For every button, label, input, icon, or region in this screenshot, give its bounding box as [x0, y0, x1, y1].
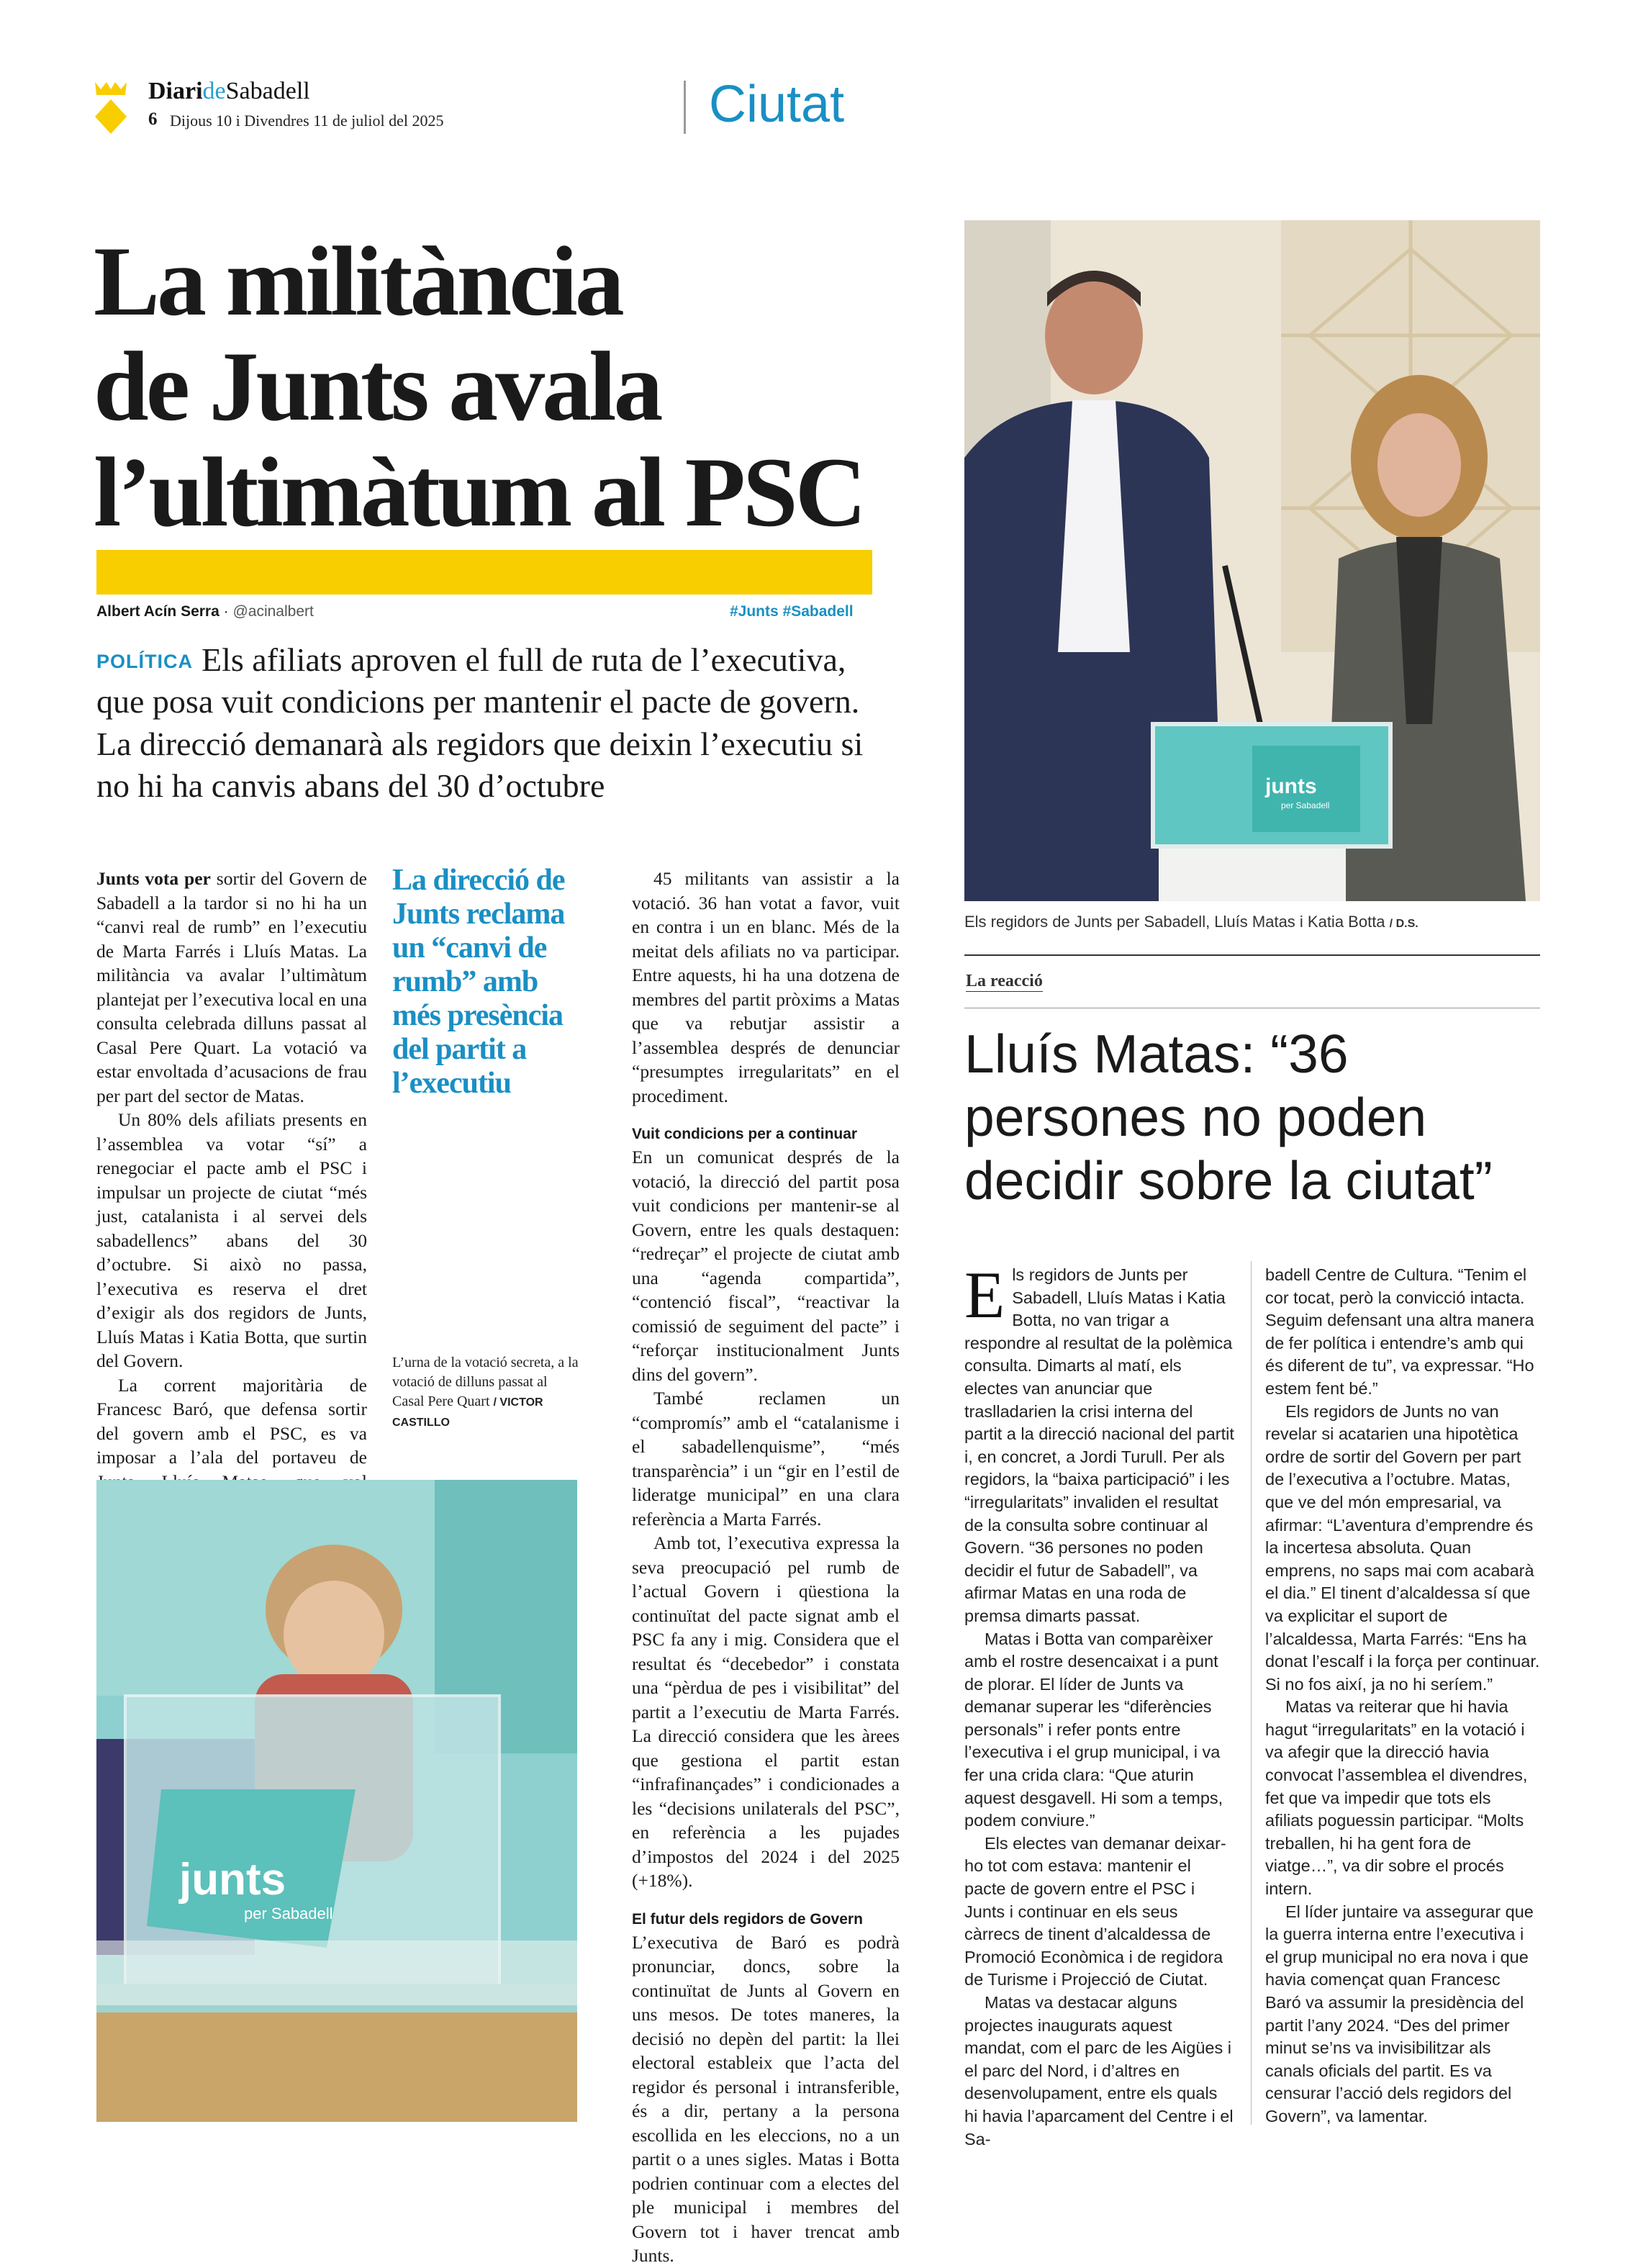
councillors-photo	[964, 220, 1540, 901]
brand-name[interactable]: DiarideSabadell	[148, 78, 310, 104]
paragraph: La corrent majoritària de Francesc Baró, que defensa sortir del govern amb el PSC, es va imposar a l’ala del portaveu de	[96, 1374, 367, 1468]
body-column-3	[632, 867, 900, 2268]
photo-credit: / D.S.	[1389, 918, 1418, 930]
sidebar-top-rule	[964, 954, 1540, 956]
standfirst-text: Els afiliats aproven el full de ruta de l’executiva, que posa vuit condicions per mantenir el pacte de govern. La direcció demanarà als regidors que deixin l’executiu si no hi ha canvis abans del 30 d’octubre	[96, 641, 864, 805]
paragraph: Els electes van demanar deixar-ho tot com estava: mantenir el pacte de govern entre el PSC i Junts i continuar en els seus càrrecs de tinent d’alcaldessa de Promoció Econòmica i de regidora de Turisme i Projecció de Ciutat.	[964, 1833, 1226, 1989]
drop-cap: E	[964, 1258, 1005, 1332]
headline-line: de Junts avala	[94, 331, 661, 442]
photo-caption-councillors: Els regidors de Junts per Sabadell, Lluís Matas i Katia Botta / D.S.	[964, 913, 1418, 931]
paragraph: Matas i Botta van comparèixer amb el rostre desencaixat i a punt de plorar. El líder de Junts va demanar superar les “diferències personals” i refer ponts entre l’executiva i el grup municipal, i va fer una crida clara: “Que aturin aquest desgavell. Hi som a temps, podem conviure.”	[964, 1629, 1223, 1830]
paragraph: El líder juntaire va assegurar que la guerra interna entre l’executiva i el grup municipal no era nova i que havia començat quan Francesc Baró va assumir la presidència del partit l’any 2024. “Des del primer minut se’ns va invisibilitzar als canals oficials del partit. Es va censurar l’acció dels regidors del Govern”, va lamentar.	[1265, 1902, 1534, 2125]
paragraph: Matas va reiterar que hi havia hagut “irregularitats” en la votació i va afegir que la direcció havia convocat l’assemblea el divendres, fet que va impedir que tots els afiliats poguessin participar. “Molts treballen, hi ha gent fora de viatge…”, va dir sobre el procés intern.	[1265, 1697, 1528, 1899]
kicker: POLÍTICA	[96, 651, 193, 672]
sidebar-column-2	[1265, 1264, 1540, 2128]
ballot-box-photo	[96, 1480, 577, 2122]
subheading: Vuit condicions per a continuar	[632, 1126, 858, 1142]
byline: Albert Acín Serra · @acinalbert	[96, 603, 314, 620]
headline-line: La militància	[94, 226, 622, 336]
section-divider	[684, 81, 686, 134]
paragraph: En un comunicat després de la votació, la direcció del partit posa vuit condicions per mantenir-se al Govern, entre les quals destaquen: “redreçar” el projecte de ciutat amb una “agenda compartida”, “contenció fiscal”, “reactivar la comissió de seguiment del pacte” i “reforçar institucionalment Junts dins del govern”.	[632, 1147, 900, 1385]
lectern-logo-sub: per Sabadell	[1281, 800, 1330, 810]
article-tags[interactable]: #Junts #Sabadell	[730, 603, 854, 620]
body-column-1	[96, 867, 367, 1542]
sidebar-headline: Lluís Matas: “36 persones no poden decidir sobre la ciutat”	[964, 1024, 1493, 1211]
author-name[interactable]: Albert Acín Serra	[96, 603, 220, 620]
lectern-logo: junts	[1265, 774, 1317, 798]
page-number: 6	[148, 109, 158, 129]
highlight-bar	[96, 550, 872, 595]
paragraph: Amb tot, l’executiva expressa la seva preocupació pel rumb de l’actual Govern i qüestiona la continuïtat del pacte signat amb el PSC fa any i mig. Considera que el resultat és “decebedor” i constata una “pèrdua de pes i visibilitat” del partit a l’executiu de Marta Farrés. La direcció considera que les àrees que gestiona el partit estan “infrafinançades” i condicionades a les “decisions unilaterals del PSC”, en referència a les pujades d’impostos del 2024 i del 2025 (+18%).	[632, 1532, 900, 1891]
paragraph: L’executiva de Baró es podrà pronunciar, doncs, sobre la continuïtat de Junts al Govern en uns mesos. De totes maneres, la decisió no depèn del partit: la llei electoral estableix que l’acta del regidor és personal i intransferible, és a dir, pertany a la persona escollida en les eleccions, no a un partit o a unes sigles. Matas i Botta podrien continuar com a electes del ple municipal i membres del Govern tot i haver trencat amb Junts.	[632, 1931, 900, 2266]
paragraph: Junts vota per sortir del Govern de Sabadell a la tardor si no hi ha un “canvi real de rumb” en l’executiu de Marta Farrés i Lluís Matas. La militància va avalar l’ultimàtum plantejat per l’executiva local en una consulta celebrada dilluns passat al Casal Pere Quart. La votació va estar envoltada d’acusacions de frau per part del sector de Matas.	[96, 868, 367, 1106]
paragraph: Un 80% dels afiliats presents en l’assemblea va votar “sí” a renegociar el pacte amb el PSC i impulsar un projecte de ciutat “més just, catalanista i al servei dels sabadellencs” abans del 30 d’octubre. Si això no passa, l’executiva es reserva el dret d’exigir als dos regidors de Junts, Lluís Matas i Katia Botta, que surtin del Govern.	[96, 1109, 367, 1371]
article-headline	[94, 226, 900, 547]
pull-quote: La direcció de Junts reclama un “canvi de rumb” amb més presència del partit a l’executiu	[392, 864, 565, 1100]
issue-date: Dijous 10 i Divendres 11 de juliol del 2025	[170, 112, 444, 130]
photo-caption-ballot: L’urna de la votació secreta, a la votació de dilluns passat al Casal Pere Quart / VICTOR CASTILLO	[392, 1355, 579, 1429]
junts-logo-box: junts	[179, 1855, 286, 1905]
author-handle[interactable]: @acinalbert	[232, 603, 314, 620]
diari-logo-icon	[92, 79, 130, 135]
sidebar-column-1	[964, 1258, 1235, 2151]
standfirst	[96, 639, 888, 808]
junts-logo-sub: per Sabadell	[244, 1905, 333, 1923]
paragraph: Matas va destacar alguns projectes inaugurats aquest mandat, com el parc de les Aigües i el parc del Nord, i d’altres en desenvolupament, entre els quals hi havia l’aparcament del Centre i el Sa-	[964, 1993, 1234, 2149]
paragraph: Els regidors de Junts per Sabadell, Lluís Matas i Katia Botta, no van trigar a respondre al resultat de la polèmica consulta. Dimarts al matí, els electes van anunciar que traslladarien la crisi interna del partit a la direcció nacional del partit i, en concret, a Jordi Turull. Per als regidors, la “baixa participació” i les “irregularitats” invaliden el resultat de la consulta sobre continuar al Govern. “36 persones no poden decidir el futur de Sabadell”, va afirmar Matas en una roda de premsa dimarts passat.	[964, 1258, 1234, 1625]
paragraph: 45 militants van assistir a la votació. 36 han votat a favor, vuit en contra i un en blanc. Més de la meitat dels afiliats no va participar. Entre aquests, hi ha una dotzena de membres del partit pròxims a Matas que va rebutjar assistir a l’assemblea després de denunciar “presumptes irregularitats” en el procediment.	[632, 868, 900, 1106]
subheading: El futur dels regidors de Govern	[632, 1910, 863, 1928]
headline-line: l’ultimàtum al PSC	[94, 436, 864, 547]
column-divider	[1251, 1261, 1252, 2125]
paragraph: També reclamen un “compromís” amb el “catalanisme i el sabadellenquisme”, “més transparència” i un “gir en l’estil de lideratge municipal” en una clara referència a Marta Farrés.	[632, 1388, 900, 1530]
section-title[interactable]: Ciutat	[709, 76, 845, 133]
photo-credit: / VICTOR CASTILLO	[392, 1396, 543, 1429]
sidebar-label: La reacció	[966, 972, 1043, 990]
paragraph: badell Centre de Cultura. “Tenim el cor tocat, però la convicció intacta. Seguim defensant una altra manera de fer política i entendre’s amb qui és diferent de tu”, va expressar. “Ho estem fent bé.”	[1265, 1265, 1534, 1398]
paragraph: Els regidors de Junts no van revelar si acatarien una hipotètica ordre de sortir del Govern per part de l’executiva a l’octubre. Matas, que ve del món empresarial, va afirmar: “L’aventura d’emprendre és la incertesa absoluta. Quan emprens, no saps mai com acabarà el dia.” El tinent d’alcaldessa sí que va explicitar el suport de l’alcaldessa, Marta Farrés: “Ens ha donat l’escalf i la força per continuar. Si no fos així, ja no hi seríem.”	[1265, 1401, 1540, 1694]
